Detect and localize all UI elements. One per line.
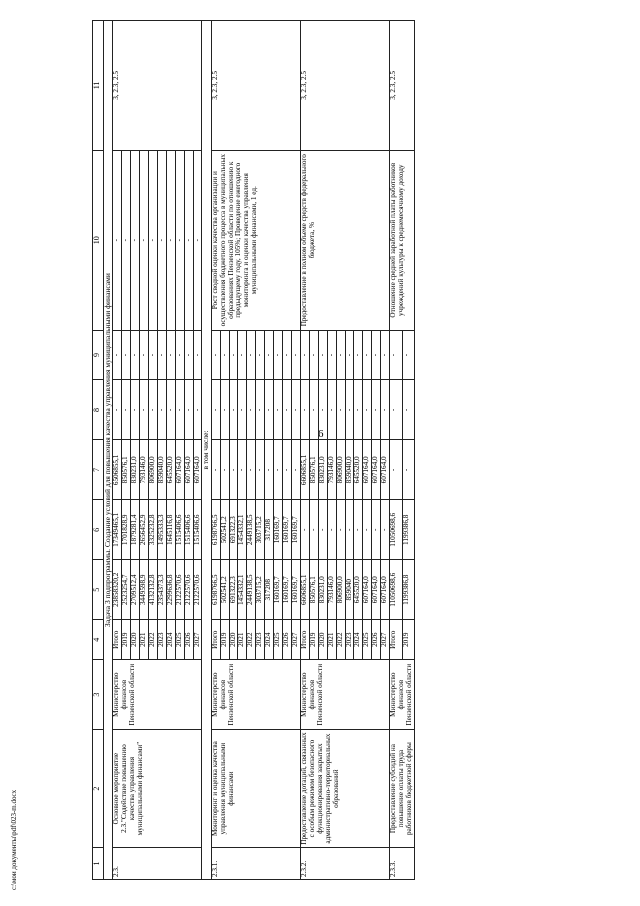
value-cell: 645520,0 bbox=[354, 560, 363, 620]
value-cell: - bbox=[292, 330, 301, 380]
measure-name: Основное мероприятие 2.3."Содействие повышению качества управления муниципальными финансами" bbox=[113, 730, 202, 848]
link-cell: 3, 2.3, 2.5 bbox=[390, 21, 415, 151]
year-cell: 2022 bbox=[247, 620, 256, 660]
value-cell: - bbox=[300, 380, 309, 440]
column-number: 10 bbox=[93, 150, 104, 330]
value-cell: 1645116,8 bbox=[166, 500, 175, 560]
value-cell: - bbox=[292, 440, 301, 500]
value-cell: 6606855,1 bbox=[300, 440, 309, 500]
year-cell: 2027 bbox=[381, 620, 390, 660]
value-cell: - bbox=[309, 500, 318, 560]
value-cell: - bbox=[211, 330, 220, 380]
value-cell: 2122570,6 bbox=[184, 560, 193, 620]
link-cell: 3, 2.3, 2.5 bbox=[113, 21, 202, 151]
column-number: 11 bbox=[93, 21, 104, 151]
year-cell: 2020 bbox=[318, 620, 327, 660]
measure-name: Предоставление дотаций, связанных с особым режимом безопасного функционирования закрытых административно-территориальных образований bbox=[300, 730, 389, 848]
value-cell: 502541,2 bbox=[220, 560, 229, 620]
value-cell: - bbox=[184, 330, 193, 380]
year-cell: 2026 bbox=[184, 620, 193, 660]
value-cell: 23858320,2 bbox=[113, 560, 122, 620]
executor: Министерство финансов Пензенской области bbox=[211, 660, 300, 730]
value-cell: - bbox=[372, 380, 381, 440]
value-cell: 1515406,6 bbox=[175, 500, 184, 560]
value-cell: - bbox=[345, 500, 354, 560]
year-cell: 2023 bbox=[345, 620, 354, 660]
value-cell: 607164,0 bbox=[381, 440, 390, 500]
value-cell: - bbox=[175, 330, 184, 380]
value-cell: 17349465,1 bbox=[113, 500, 122, 560]
value-cell: 160169,7 bbox=[274, 500, 283, 560]
value-cell: 1454332,1 bbox=[238, 560, 247, 620]
value-cell: - bbox=[318, 500, 327, 560]
value-cell: 607164,0 bbox=[372, 440, 381, 500]
value-cell: - bbox=[184, 380, 193, 440]
value-cell: - bbox=[318, 380, 327, 440]
value-cell: 6198766,5 bbox=[211, 500, 220, 560]
value-cell: 793146,0 bbox=[327, 560, 336, 620]
value-cell: - bbox=[220, 330, 229, 380]
value-cell: 2709512,4 bbox=[131, 560, 140, 620]
value-cell: - bbox=[238, 330, 247, 380]
value-cell: - bbox=[300, 330, 309, 380]
column-number: 1 bbox=[93, 848, 104, 880]
value-cell: - bbox=[336, 330, 345, 380]
year-cell: 2022 bbox=[336, 620, 345, 660]
indicator-value: - bbox=[122, 150, 131, 330]
column-number: 4 bbox=[93, 620, 104, 660]
table-row bbox=[300, 21, 309, 880]
indicator-value: - bbox=[184, 150, 193, 330]
column-number: 6 bbox=[93, 500, 104, 560]
row-number: 2.3.1. bbox=[211, 848, 300, 880]
value-cell: 317208 bbox=[265, 500, 274, 560]
value-cell: 2656452,9 bbox=[140, 500, 149, 560]
value-cell: 793146,0 bbox=[140, 440, 149, 500]
year-cell: Итого bbox=[211, 620, 220, 660]
year-cell: 2026 bbox=[283, 620, 292, 660]
value-cell: 11050698,6 bbox=[390, 560, 402, 620]
year-cell: 2019 bbox=[309, 620, 318, 660]
value-cell: - bbox=[381, 380, 390, 440]
year-cell: 2025 bbox=[274, 620, 283, 660]
value-cell: 3325232,8 bbox=[148, 500, 157, 560]
value-cell: - bbox=[193, 330, 202, 380]
value-cell: - bbox=[318, 330, 327, 380]
value-cell: 1879281,4 bbox=[131, 500, 140, 560]
value-cell: 607164,0 bbox=[175, 440, 184, 500]
value-cell: - bbox=[211, 440, 220, 500]
value-cell: 859040 bbox=[345, 560, 354, 620]
value-cell: 2449138,5 bbox=[247, 500, 256, 560]
value-cell: - bbox=[229, 380, 238, 440]
value-cell: 160169,7 bbox=[274, 560, 283, 620]
value-cell: - bbox=[265, 330, 274, 380]
value-cell: 2122570,6 bbox=[193, 560, 202, 620]
task-header: Задача 3 подпрограммы. Создание условий для повышения качества управления муниципальными финансами bbox=[104, 21, 113, 880]
value-cell: 859040,0 bbox=[157, 440, 166, 500]
year-cell: 2019 bbox=[402, 620, 414, 660]
value-cell: - bbox=[247, 440, 256, 500]
value-cell: 317208 bbox=[265, 560, 274, 620]
table-body bbox=[93, 21, 415, 880]
value-cell: - bbox=[274, 380, 283, 440]
value-cell: 303715,2 bbox=[256, 560, 265, 620]
value-cell: 2523254,7 bbox=[122, 560, 131, 620]
column-number: 2 bbox=[93, 730, 104, 848]
indicator-value: - bbox=[193, 150, 202, 330]
value-cell: 1454332,1 bbox=[238, 500, 247, 560]
year-cell: 2023 bbox=[256, 620, 265, 660]
value-cell: - bbox=[283, 440, 292, 500]
value-cell: 645520,0 bbox=[354, 440, 363, 500]
value-cell: - bbox=[256, 380, 265, 440]
measure-name: Мониторинг и оценка качества управления муниципальными финансами bbox=[211, 730, 300, 848]
value-cell: - bbox=[148, 380, 157, 440]
year-cell: 2022 bbox=[148, 620, 157, 660]
value-cell: - bbox=[157, 330, 166, 380]
value-cell: 607164,0 bbox=[381, 560, 390, 620]
value-cell: 1199386,8 bbox=[402, 560, 414, 620]
value-cell: 607164,0 bbox=[363, 440, 372, 500]
value-cell: 645520,0 bbox=[166, 440, 175, 500]
value-cell: - bbox=[256, 330, 265, 380]
value-cell: 806900,0 bbox=[336, 440, 345, 500]
table-row bbox=[113, 21, 122, 880]
value-cell: 2122570,6 bbox=[175, 560, 184, 620]
value-cell: - bbox=[363, 330, 372, 380]
sub-header: в том числе: bbox=[202, 21, 211, 880]
value-cell: - bbox=[309, 380, 318, 440]
value-cell: - bbox=[265, 380, 274, 440]
year-cell: 2024 bbox=[354, 620, 363, 660]
value-cell: 793146,0 bbox=[327, 440, 336, 500]
value-cell: 2354373,3 bbox=[157, 560, 166, 620]
value-cell: - bbox=[140, 380, 149, 440]
value-cell: - bbox=[238, 440, 247, 500]
value-cell: - bbox=[274, 440, 283, 500]
value-cell: 691322,3 bbox=[229, 560, 238, 620]
value-cell: - bbox=[327, 500, 336, 560]
value-cell: - bbox=[402, 380, 414, 440]
value-cell: - bbox=[402, 330, 414, 380]
year-cell: 2021 bbox=[238, 620, 247, 660]
value-cell: 806900,0 bbox=[336, 560, 345, 620]
year-cell: 2024 bbox=[265, 620, 274, 660]
value-cell: 607164,0 bbox=[184, 440, 193, 500]
value-cell: 1495333,3 bbox=[157, 500, 166, 560]
year-cell: Итого bbox=[300, 620, 309, 660]
value-cell: 2449138,5 bbox=[247, 560, 256, 620]
value-cell: 160169,7 bbox=[283, 500, 292, 560]
year-cell: 2026 bbox=[372, 620, 381, 660]
value-cell: - bbox=[256, 440, 265, 500]
value-cell: - bbox=[166, 330, 175, 380]
value-cell: - bbox=[300, 500, 309, 560]
year-cell: 2021 bbox=[327, 620, 336, 660]
year-cell: 2024 bbox=[166, 620, 175, 660]
value-cell: 1701828,9 bbox=[122, 500, 131, 560]
column-number: 8 bbox=[93, 380, 104, 440]
value-cell: - bbox=[211, 380, 220, 440]
value-cell: 6506855,1 bbox=[113, 440, 122, 500]
value-cell: - bbox=[345, 330, 354, 380]
indicator-text: Рост сводной оценки качества организации и осуществления бюджетного процесса в муниципальных образованиях Пензенской области по отношению к предыдущему году, 105%; Проведение ежегодного мониторинга и оценки качества управления муниципальными финансами, 1 ед. bbox=[211, 150, 300, 330]
value-cell: 6606855,1 bbox=[300, 560, 309, 620]
value-cell: 806900,0 bbox=[148, 440, 157, 500]
value-cell: 4132132,8 bbox=[148, 560, 157, 620]
value-cell: - bbox=[220, 380, 229, 440]
value-cell: 2299636,8 bbox=[166, 560, 175, 620]
value-cell: 160169,7 bbox=[292, 500, 301, 560]
value-cell: - bbox=[381, 500, 390, 560]
year-cell: 2027 bbox=[292, 620, 301, 660]
indicator-value: - bbox=[131, 150, 140, 330]
link-cell: 3, 2.3, 2.5 bbox=[211, 21, 300, 151]
value-cell: - bbox=[390, 440, 402, 500]
value-cell: 850576,1 bbox=[309, 560, 318, 620]
value-cell: 303715,2 bbox=[256, 500, 265, 560]
value-cell: 11050698,6 bbox=[390, 500, 402, 560]
value-cell: - bbox=[265, 440, 274, 500]
page-number: 6 bbox=[318, 428, 324, 440]
value-cell: 1515406,6 bbox=[193, 500, 202, 560]
indicator-value: - bbox=[148, 150, 157, 330]
link-cell: 3, 2.3, 2.5 bbox=[300, 21, 389, 151]
value-cell: - bbox=[345, 380, 354, 440]
year-cell: 2019 bbox=[220, 620, 229, 660]
value-cell: - bbox=[131, 330, 140, 380]
indicator-text: Отношение средней заработной платы работников учреждений культуры к среднемесячному доходу bbox=[390, 150, 415, 330]
value-cell: - bbox=[157, 380, 166, 440]
value-cell: - bbox=[390, 380, 402, 440]
value-cell: 691322,3 bbox=[229, 500, 238, 560]
row-number: 2.3.2. bbox=[300, 848, 389, 880]
year-cell: 2020 bbox=[229, 620, 238, 660]
value-cell: 607164,0 bbox=[363, 560, 372, 620]
value-cell: - bbox=[122, 380, 131, 440]
value-cell: - bbox=[166, 380, 175, 440]
value-cell: 830231,0 bbox=[318, 560, 327, 620]
indicator-value: - bbox=[166, 150, 175, 330]
value-cell: - bbox=[229, 330, 238, 380]
value-cell: - bbox=[247, 330, 256, 380]
value-cell: - bbox=[148, 330, 157, 380]
value-cell: 160169,7 bbox=[292, 560, 301, 620]
value-cell: - bbox=[354, 500, 363, 560]
value-cell: - bbox=[363, 500, 372, 560]
value-cell: - bbox=[336, 500, 345, 560]
column-number: 5 bbox=[93, 560, 104, 620]
column-number: 7 bbox=[93, 440, 104, 500]
value-cell: - bbox=[283, 330, 292, 380]
program-table bbox=[92, 20, 415, 880]
year-cell: 2019 bbox=[122, 620, 131, 660]
table-row bbox=[390, 21, 402, 880]
value-cell: - bbox=[175, 380, 184, 440]
column-number: 3 bbox=[93, 660, 104, 730]
year-cell: Итого bbox=[390, 620, 402, 660]
value-cell: - bbox=[372, 330, 381, 380]
value-cell: - bbox=[229, 440, 238, 500]
value-cell: - bbox=[238, 380, 247, 440]
value-cell: - bbox=[381, 330, 390, 380]
value-cell: 6198766,5 bbox=[211, 560, 220, 620]
value-cell: - bbox=[354, 380, 363, 440]
value-cell: - bbox=[113, 330, 122, 380]
value-cell: - bbox=[336, 380, 345, 440]
value-cell: - bbox=[327, 380, 336, 440]
value-cell: 850576,1 bbox=[309, 440, 318, 500]
value-cell: 3449598,9 bbox=[140, 560, 149, 620]
year-cell: 2027 bbox=[193, 620, 202, 660]
indicator-value: - bbox=[157, 150, 166, 330]
column-number: 9 bbox=[93, 330, 104, 380]
value-cell: 830231,0 bbox=[131, 440, 140, 500]
value-cell: - bbox=[113, 380, 122, 440]
indicator-value: - bbox=[175, 150, 184, 330]
value-cell: - bbox=[220, 440, 229, 500]
value-cell: - bbox=[131, 380, 140, 440]
value-cell: - bbox=[140, 330, 149, 380]
value-cell: - bbox=[390, 330, 402, 380]
row-number: 2.3. bbox=[113, 848, 202, 880]
value-cell: - bbox=[309, 330, 318, 380]
value-cell: - bbox=[292, 380, 301, 440]
value-cell: - bbox=[372, 500, 381, 560]
executor: Министерство финансов Пензенской области bbox=[390, 660, 415, 730]
value-cell: - bbox=[327, 330, 336, 380]
value-cell: - bbox=[274, 330, 283, 380]
year-cell: 2020 bbox=[131, 620, 140, 660]
footer-file-path: c:\мои документы\pdf\023-m.docx bbox=[10, 789, 18, 890]
value-cell: 1515406,6 bbox=[184, 500, 193, 560]
value-cell: 859040,0 bbox=[345, 440, 354, 500]
indicator-value: - bbox=[140, 150, 149, 330]
year-cell: 2023 bbox=[157, 620, 166, 660]
measure-name: Предоставление субсидий на повышение оплаты труда работников бюджетной сферы bbox=[390, 730, 415, 848]
year-cell: Итого bbox=[113, 620, 122, 660]
row-number: 2.3.3. bbox=[390, 848, 415, 880]
value-cell: 502541,2 bbox=[220, 500, 229, 560]
value-cell: - bbox=[363, 380, 372, 440]
value-cell: - bbox=[402, 440, 414, 500]
year-cell: 2021 bbox=[140, 620, 149, 660]
value-cell: - bbox=[354, 330, 363, 380]
value-cell: 850576,1 bbox=[122, 440, 131, 500]
value-cell: 1199386,8 bbox=[402, 500, 414, 560]
year-cell: 2025 bbox=[363, 620, 372, 660]
value-cell: 607164,0 bbox=[193, 440, 202, 500]
table-row bbox=[211, 21, 220, 880]
indicator-text: Предоставление в полном объеме средств федерального бюджета, % bbox=[300, 150, 389, 330]
value-cell: - bbox=[193, 380, 202, 440]
value-cell: - bbox=[283, 380, 292, 440]
value-cell: 830231,0 bbox=[318, 440, 327, 500]
executor: Министерство финансов Пензенской области bbox=[300, 660, 389, 730]
rotated-table-wrapper bbox=[92, 20, 602, 880]
value-cell: - bbox=[122, 330, 131, 380]
value-cell: - bbox=[247, 380, 256, 440]
executor: Министерство финансов Пензенской области bbox=[113, 660, 202, 730]
value-cell: 160169,7 bbox=[283, 560, 292, 620]
indicator-value: - bbox=[113, 150, 122, 330]
value-cell: 607164,0 bbox=[372, 560, 381, 620]
year-cell: 2025 bbox=[175, 620, 184, 660]
